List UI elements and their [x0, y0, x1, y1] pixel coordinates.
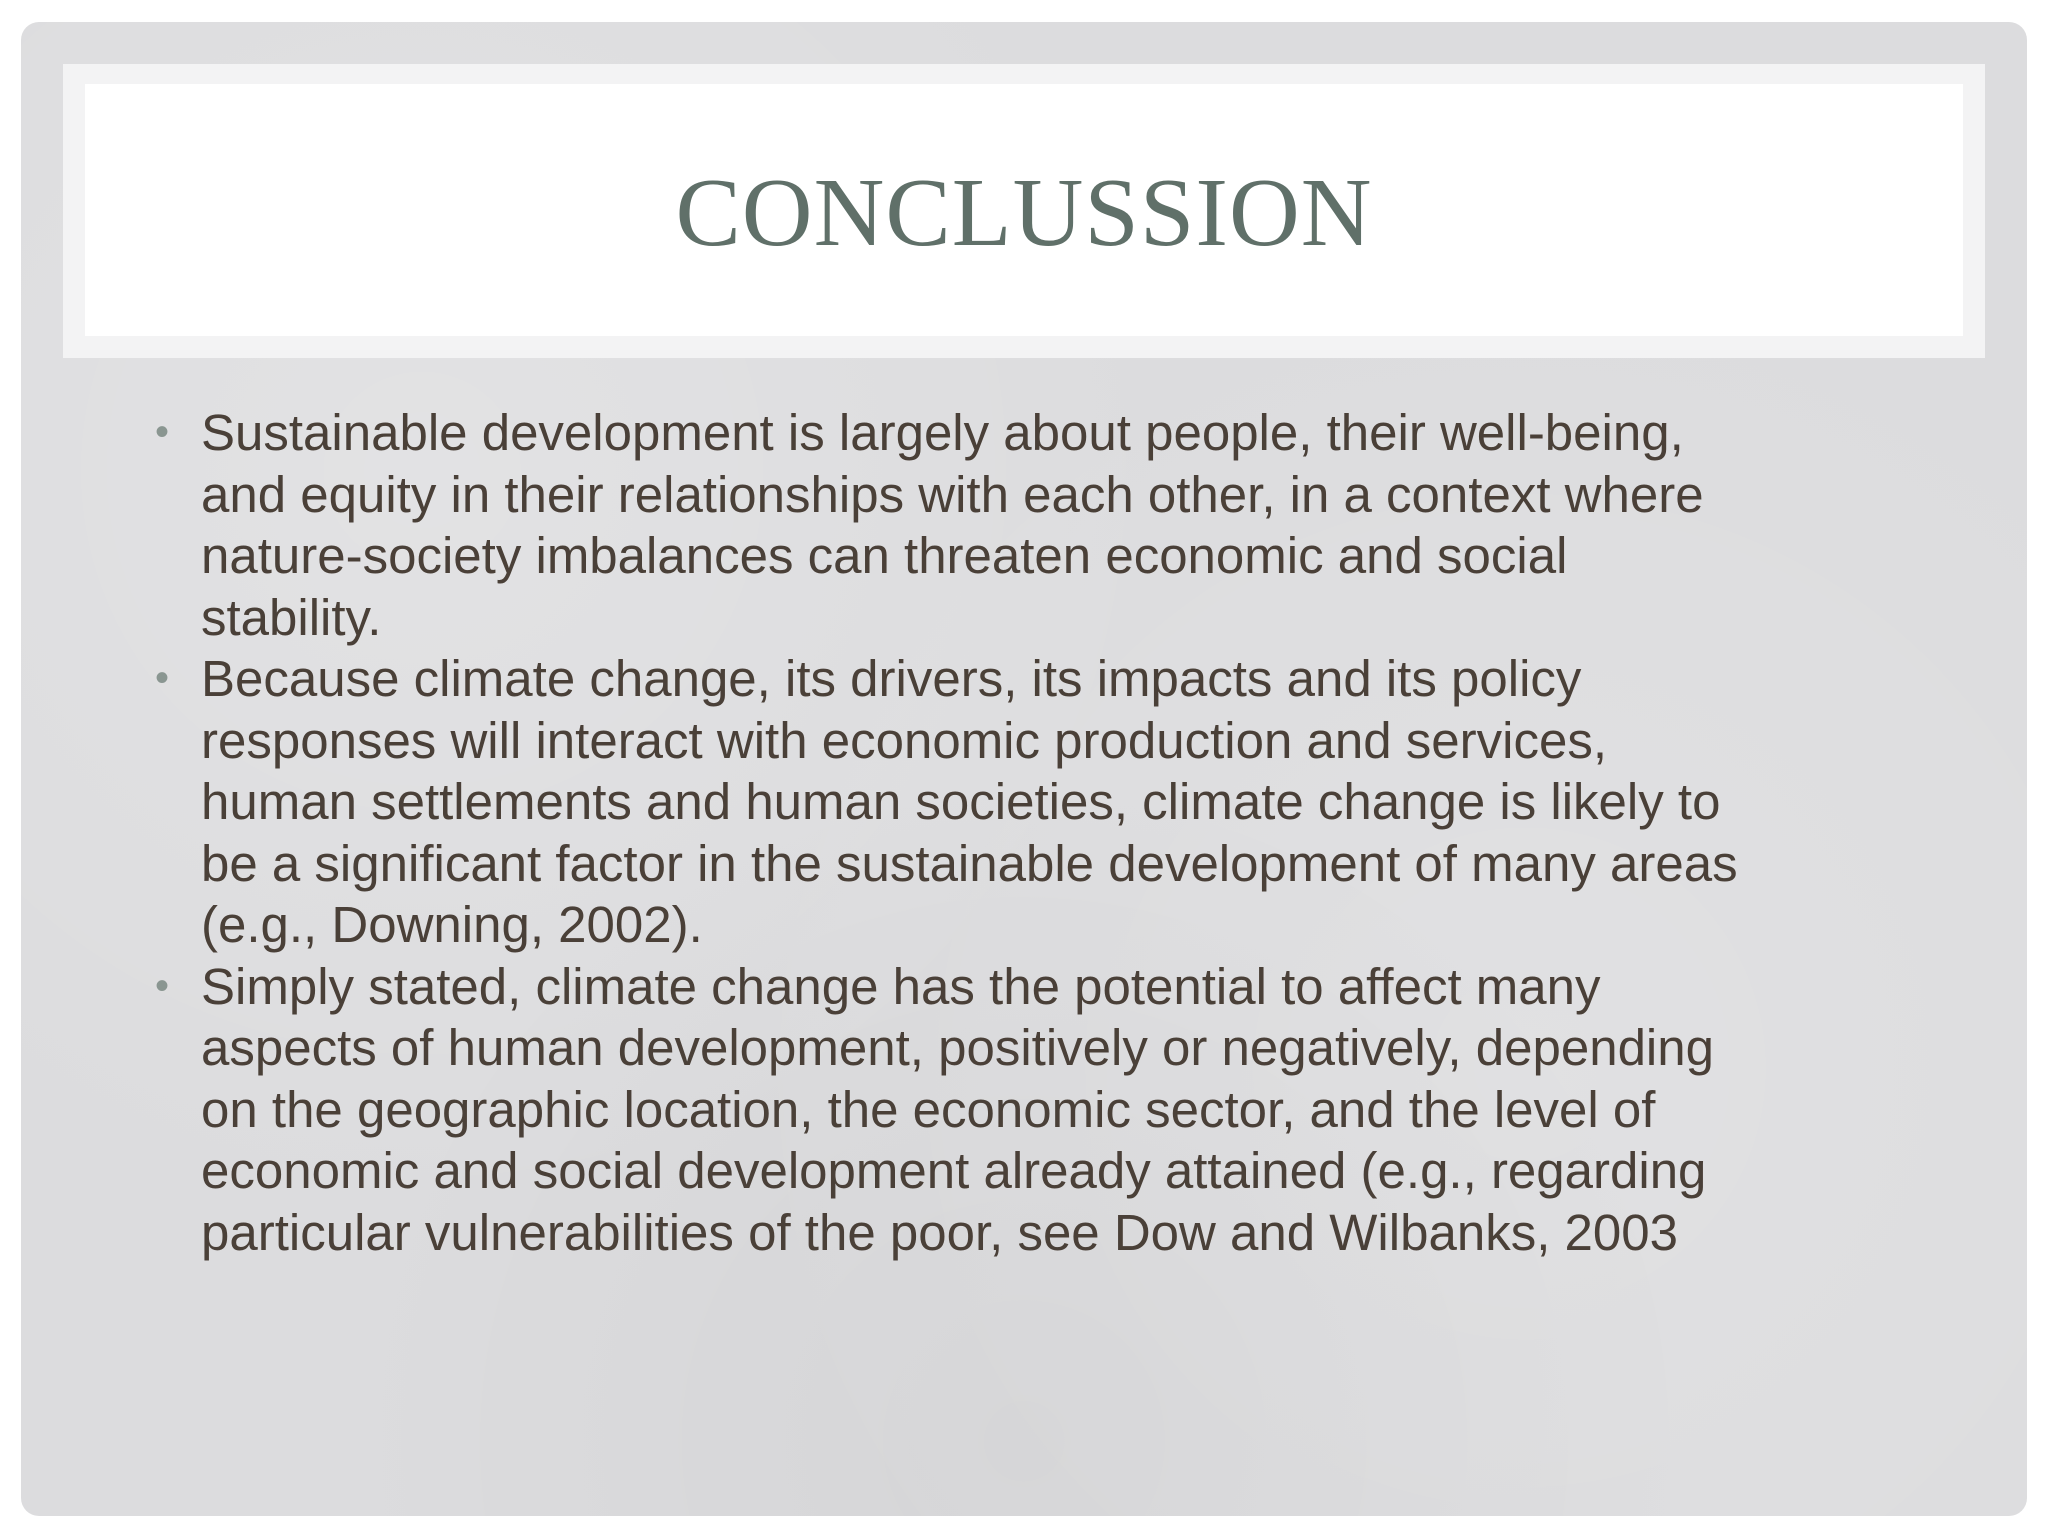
bullet-line: aspects of human development, positively or negatively, depending [201, 1019, 1714, 1076]
bullet-line: and equity in their relationships with each other, in a context where [201, 465, 1704, 523]
bullet-line: human settlements and human societies, climate change is likely to [201, 773, 1721, 830]
bullet-line: responses will interact with economic production and services, [201, 711, 1607, 769]
bullet-line: (e.g., Downing, 2002). [201, 896, 703, 953]
bullet-line: Because climate change, its drivers, its impacts and its policy [201, 650, 1582, 707]
bullet-item [149, 648, 1949, 956]
bullet-icon: • [155, 656, 170, 700]
slide [21, 22, 2027, 1516]
bullet-line: Sustainable development is largely about people, their well-being, [201, 404, 1684, 461]
title-frame [63, 64, 1985, 358]
bullet-list [149, 402, 1949, 1263]
bullet-line: on the geographic location, the economic sector, and the level of [201, 1080, 1656, 1138]
bullet-icon: • [155, 963, 170, 1008]
bullet-line: particular vulnerabilities of the poor, see Dow and Wilbanks, 2003 [201, 1203, 1678, 1261]
bullet-line: be a significant factor in the sustainable development of many areas [201, 834, 1738, 892]
slide-title: CONCLUSSION [675, 159, 1373, 267]
bullet-item [149, 956, 1949, 1264]
bullet-line: Simply stated, climate change has the potential to affect many [201, 957, 1601, 1015]
bullet-item [149, 402, 1949, 648]
bullet-line: nature-society imbalances can threaten economic and social [201, 527, 1568, 584]
bullet-line: stability. [201, 588, 382, 646]
title-box [85, 84, 1963, 336]
bullet-icon: • [155, 410, 170, 454]
bullet-line: economic and social development already attained (e.g., regarding [201, 1142, 1707, 1199]
